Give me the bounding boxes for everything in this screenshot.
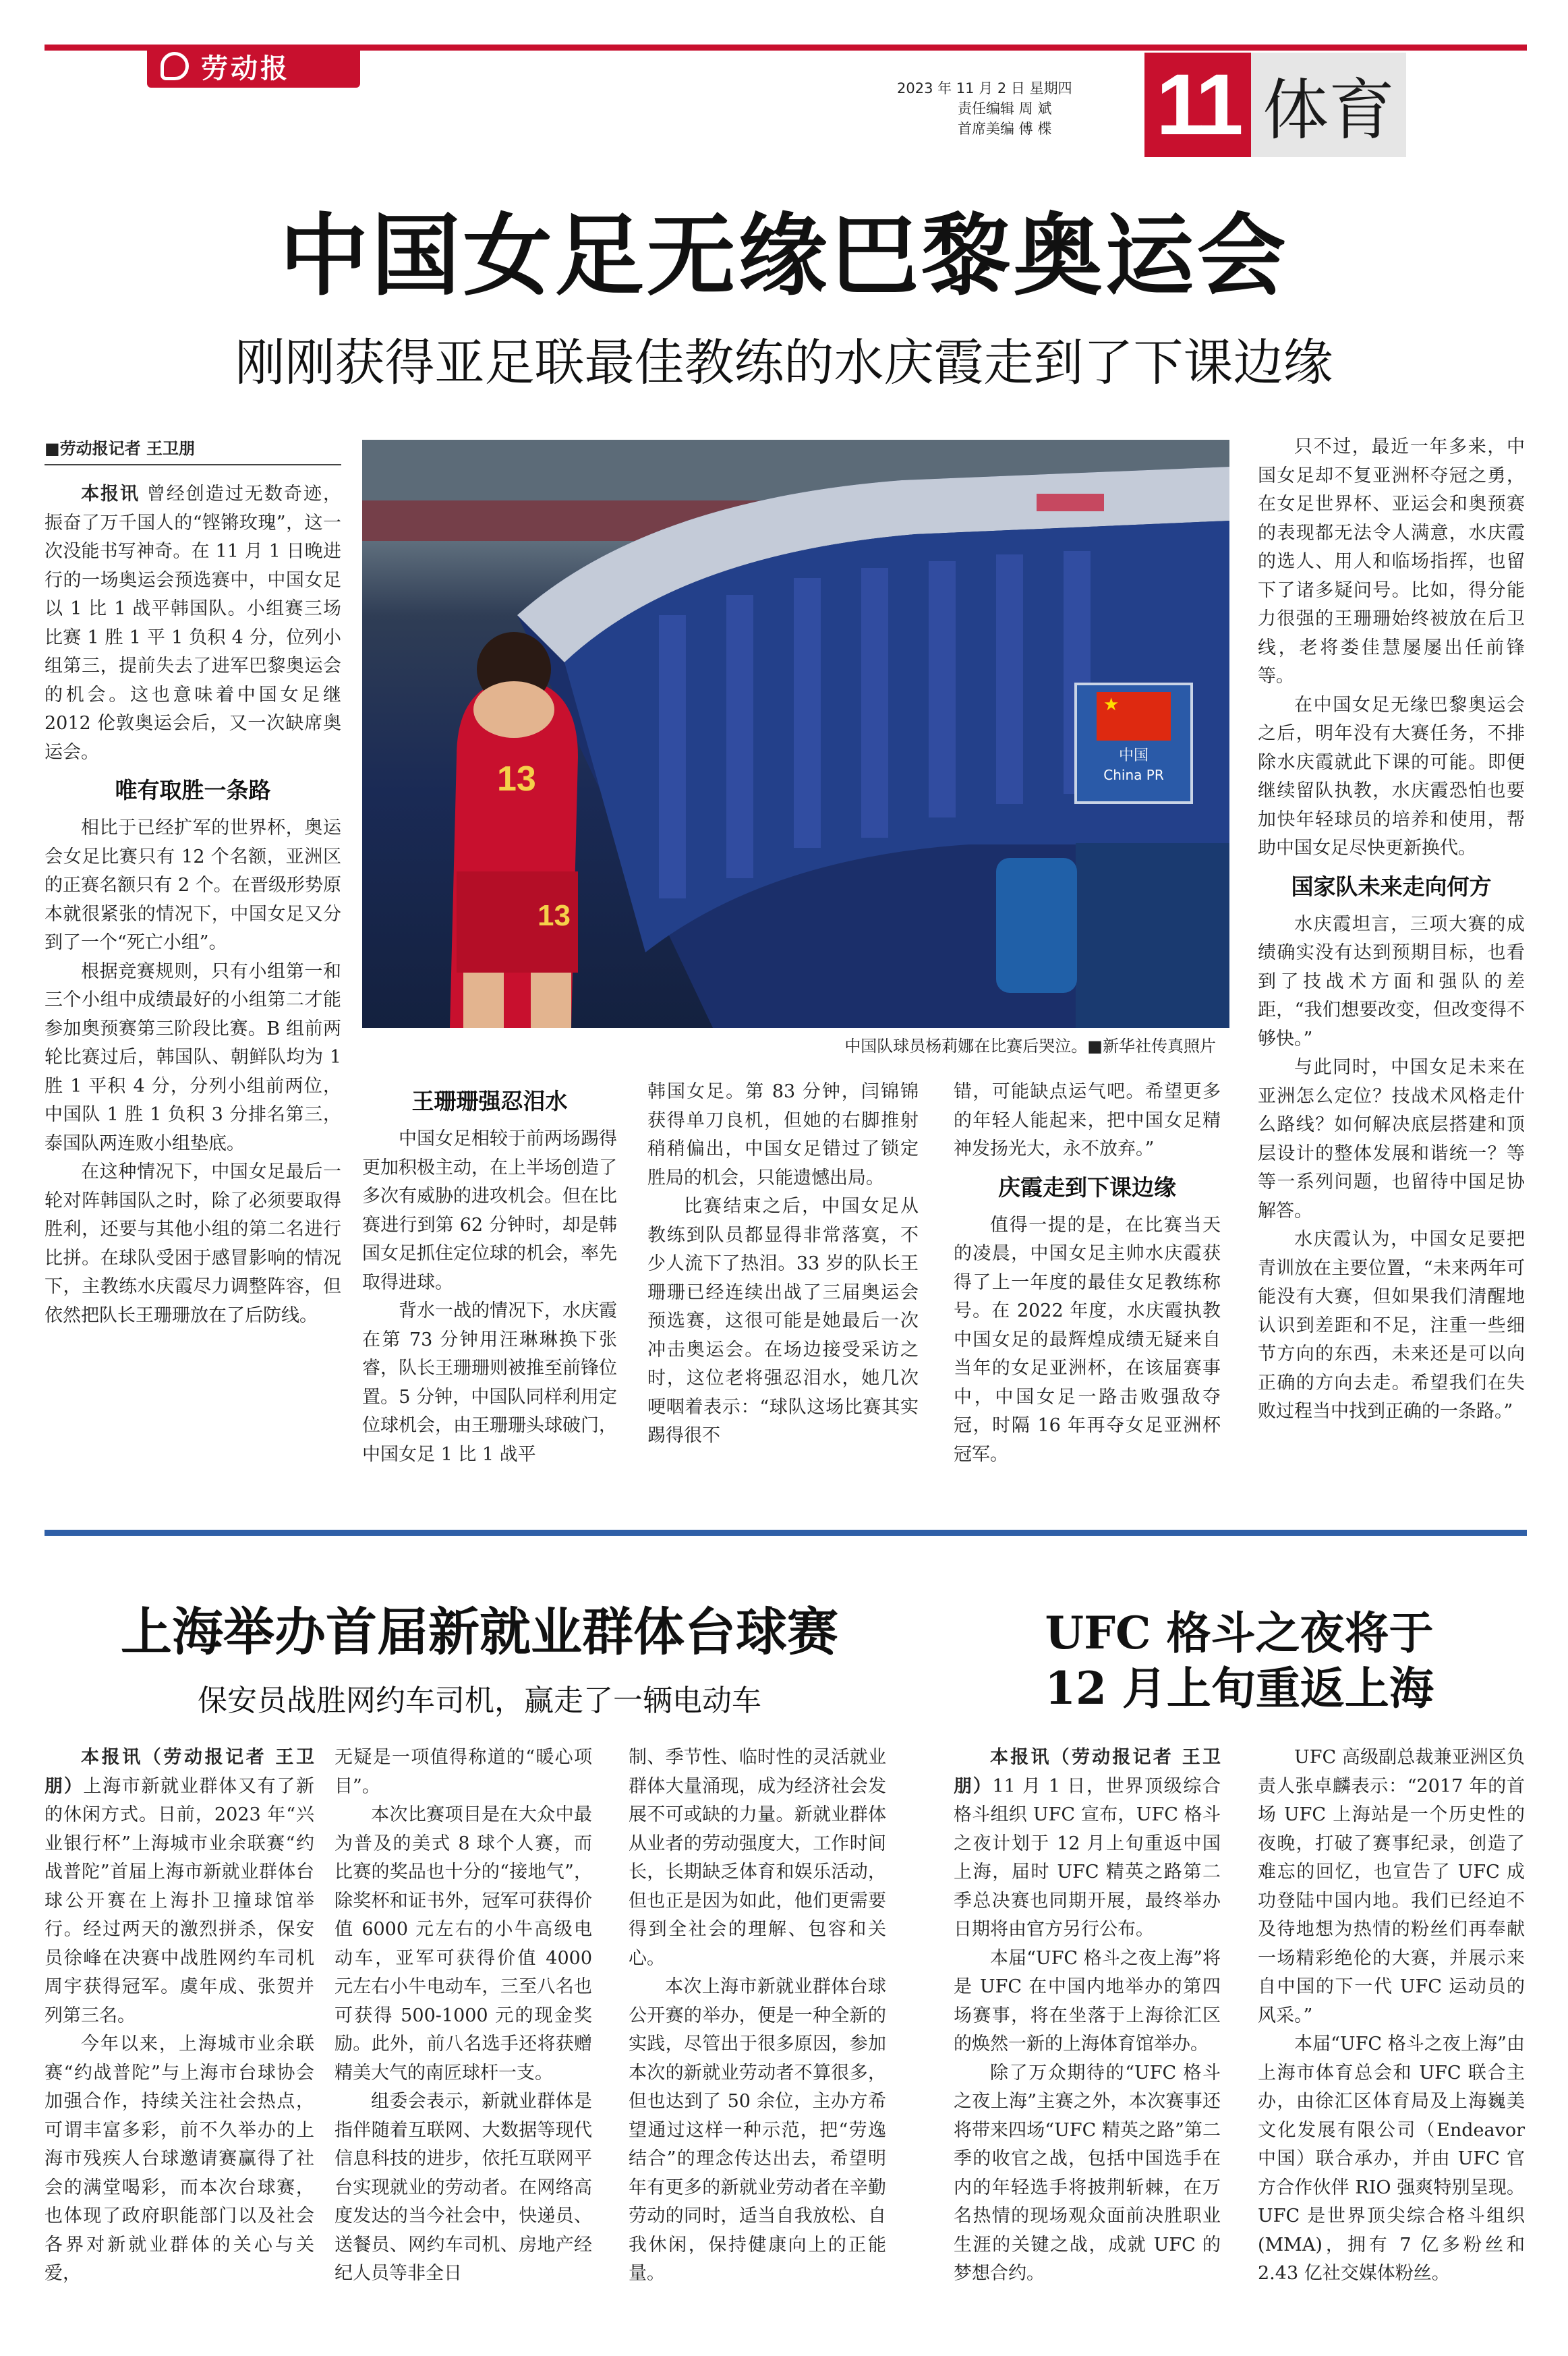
newspaper-logo-icon: [161, 52, 189, 80]
lead-subheadline: 刚刚获得亚足联最佳教练的水庆霞走到了下课边缘: [235, 334, 1333, 392]
billiards-paragraph: 上海市新就业群体又有了新的休闲方式。日前，2023 年“兴业银行杯”上海城市业余联赛“约战普陀”首届上海市新就业群体台球公开赛在上海扑卫撞球馆举行。经过两天的激烈拼杀，保安员徐峰在决赛中战胜网约车司机周宇获得冠军。虞年成、张贺并列第三名。: [45, 1775, 315, 2026]
photo-caption: 中国队球员杨莉娜在比赛后哭泣。■新华社传真照片: [844, 1037, 1216, 1056]
ufc-headline: [954, 1605, 1525, 1716]
ufc-paragraph: 11 月 1 日，世界顶级综合格斗组织 UFC 宣布，UFC 格斗之夜计划于 12 月上旬重返中国上海，届时 UFC 精英之路第二季总决赛也同期开展，最终举办日期将由官方另行公布。: [954, 1775, 1221, 1940]
ufc-headline-line-1: UFC 格斗之夜将于: [1045, 1607, 1434, 1659]
billiards-subheadline: 保安员战胜网约车司机，赢走了一辆电动车: [198, 1684, 761, 1718]
lead-paragraph: 背水一战的情况下，水庆霞在第 73 分钟用汪琳琳换下张睿，队长王珊珊则被推至前锋位置。5 分钟，中国队同样利用定位球机会，由王珊珊头球破门，中国女足 1 比 1 战平: [362, 1300, 617, 1465]
lead-byline: ■劳动报记者 王卫朋: [45, 439, 196, 458]
section-label-box: [1251, 53, 1406, 157]
lead-column-3: [647, 1078, 919, 1451]
lead-paragraph: 中国女足相较于前两场踢得更加积极主动，在上半场创造了多次有威胁的进攻机会。但在比赛进行到第 62 分钟时，却是韩国女足抓住定位球的机会，率先取得进球。: [362, 1128, 617, 1293]
ufc-headline-line-2: 12 月上旬重返上海: [1045, 1662, 1434, 1715]
team-sign-en: China PR: [1103, 767, 1164, 783]
lead-paragraph: 曾经创造过无数奇迹，振奋了万千国人的“铿锵玫瑰”，这一次没能书写神奇。在 11 月 1 日晚进行的一场奥运会预选赛中，中国女足以 1 比 1 战平韩国队。小组赛三场比赛 1 胜 1 平 1 负积 4 分，位列小组第三，提前失去了进军巴黎奥运会的机会。这也意味着中国女足继 2012 伦敦奥运会后，又一次缺席奥运会。: [45, 484, 341, 763]
masthead-logo: [147, 45, 360, 88]
lead-subhead: 王珊珊强忍泪水: [411, 1088, 568, 1114]
ufc-paragraph: 除了万众期待的“UFC 格斗之夜上海”主赛之外，本次赛事还将带来四场“UFC 精英之路”第二季的收官之战，包括中国选手在内的年轻选手将披荆斩棘，在万名热情的现场观众面前决胜职业生涯的关键之战，成就 UFC 的梦想合约。: [954, 2062, 1221, 2284]
lead-paragraph: 水庆霞认为，中国女足要把青训放在主要位置，“未来两年可能没有大赛，但如果我们清醒地认识到差距和不足，注重一些细节方向的东西，未来还是可以向正确的方向去走。希望我们在失败过程当中找到正确的一条路。”: [1258, 1229, 1525, 1422]
billiards-paragraph: 本次比赛项目是在大众中最为普及的美式 8 球个人赛，而比赛的奖品也十分的“接地气”，除奖杯和证书外，冠军可获得价值 6000 元左右的小牛高级电动车，亚军可获得价值 4000 元左右小牛电动车，三至八名也可获得 500-1000 元的现金奖励。此外，前八名选手还将获赠精美大气的南匠球杆一支。: [335, 1804, 592, 2084]
page-number-box: [1144, 53, 1251, 157]
lead-dateline: 本报讯: [81, 484, 140, 505]
ufc-column-2: [1258, 1744, 1525, 2289]
billiards-paragraph: 本次上海市新就业群体台球公开赛的举办，便是一种全新的实践，尽管出于很多原因，参加本次的新就业劳动者不算很多，但也达到了 50 余位，主办方希望通过这样一种示范，把“劳逸结合”的理念传达出去，希望明年有更多的新就业劳动者在辛勤劳动的同时，适当自我放松、自我休闲，保持健康向上的正能量。: [629, 1976, 886, 2284]
lead-paragraph: 错，可能缺点运气吧。希望更多的年轻人能起来，把中国女足精神发扬光大，永不放弃。”: [954, 1081, 1221, 1159]
lead-column-4: [954, 1078, 1221, 1469]
billiards-headline: 上海举办首届新就业群体台球赛: [121, 1602, 838, 1662]
lead-headline: 中国女足无缘巴黎奥运会: [279, 204, 1289, 308]
issue-info: [897, 78, 1153, 139]
china-flag-icon: ★: [1097, 692, 1171, 741]
billiards-column-3: [629, 1744, 886, 2289]
billiards-column-2: [335, 1744, 592, 2289]
lead-paragraph: 在这种情况下，中国女足最后一轮对阵韩国队之时，除了必须要取得胜利，还要与其他小组的第二名进行比拼。在球队受困于感冒影响的情况下，主教练水庆霞尽力调整阵容，但依然把队长王珊珊放在了后防线。: [45, 1161, 341, 1326]
lead-paragraph: 根据竞赛规则，只有小组第一和三个小组中成绩最好的小组第二才能参加奥预赛第三阶段比赛。B 组前两轮比赛过后，韩国队、朝鲜队均为 1 胜 1 平积 4 分，分列小组前两位，中国队 1 胜 1 负积 3 分排名第三，泰国队两连败小组垫底。: [45, 960, 341, 1154]
billiards-paragraph: 组委会表示，新就业群体是指伴随着互联网、大数据等现代信息科技的进步，依托互联网平台实现就业的劳动者。在网络高度发达的当今社会中，快递员、送餐员、网约车司机、房地产经纪人员等非全日: [335, 2091, 592, 2284]
lead-paragraph: 比赛结束之后，中国女足从教练到队员都显得非常落寞，不少人流下了热泪。33 岁的队长王珊珊已经连续出战了三届奥运会预选赛，这很可能是她最后一次冲击奥运会。在场边接受采访之时，这位老将强忍泪水，她几次哽咽着表示：“球队这场比赛其实踢得很不: [647, 1196, 919, 1446]
lead-column-2: [362, 1078, 617, 1469]
lead-column-5: [1258, 433, 1525, 1427]
team-sign: [1074, 683, 1193, 804]
lead-paragraph: 值得一提的是，在比赛当天的凌晨，中国女足主帅水庆霞获得了上一年度的最佳女足教练称号。在 2022 年度，水庆霞执教中国女足的最辉煌成绩无疑来自当年的女足亚洲杯，在该届赛事中，中国女足一路击败强敌夺冠，时隔 16 年再夺女足亚洲杯冠军。: [954, 1214, 1221, 1465]
lead-paragraph: 相比于已经扩军的世界杯，奥运会女足比赛只有 12 个名额，亚洲区的正赛名额只有 2 个。在晋级形势原本就很紧张的情况下，中国女足又分到了一个“死亡小组”。: [45, 817, 341, 953]
lead-subhead: 庆霞走到下课边缘: [998, 1174, 1176, 1201]
section-label: 体育: [1262, 72, 1395, 149]
section-divider: [45, 1530, 1527, 1536]
ufc-paragraph: UFC 高级副总裁兼亚洲区负责人张卓麟表示：“2017 年的首场 UFC 上海站是一个历史性的夜晚，打破了赛事纪录，创造了难忘的回忆，也宣告了 UFC 成功登陆中国内地。我们已经迫不及待地想为热情的粉丝们再奉献一场精彩绝伦的大赛，并展示来自中国的下一代 UFC 运动员的风采。”: [1258, 1747, 1525, 2026]
lead-subhead: 唯有取胜一条路: [115, 777, 271, 803]
issue-date: 2023 年 11 月 2 日 星期四: [897, 80, 1072, 96]
lead-paragraph: 与此同时，中国女足未来在亚洲怎么定位？技战术风格走什么路线？如何解决底层搭建和顶层设计的整体发展和谐统一？等等一系列问题，也留待中国足协解答。: [1258, 1057, 1525, 1222]
shorts-number: 13: [538, 899, 571, 932]
lead-paragraph: 韩国女足。第 83 分钟，闫锦锦获得单刀良机，但她的右脚推射稍稍偏出，中国女足错过了锁定胜局的机会，只能遗憾出局。: [647, 1081, 919, 1188]
team-sign-cn: 中国: [1118, 747, 1149, 764]
billiards-paragraph: 无疑是一项值得称道的“暖心项目”。: [335, 1747, 592, 1797]
billiards-column-1: [45, 1744, 314, 2289]
issue-editor: 责任编辑 周 斌: [958, 100, 1052, 117]
ufc-paragraph: 本届“UFC 格斗之夜上海”将是 UFC 在中国内地举办的第四场赛事，将在坐落于上海徐汇区的焕然一新的上海体育馆举办。: [954, 1947, 1221, 2055]
billiards-paragraph: 制、季节性、临时性的灵活就业群体大量涌现，成为经济社会发展不可或缺的力量。新就业群体从业者的劳动强度大，工作时间长，长期缺乏体育和娱乐活动，但也正是因为如此，他们更需要得到全社会的理解、包容和关心。: [629, 1747, 886, 1969]
lead-paragraph: 水庆霞坦言，三项大赛的成绩确实没有达到预期目标，也看到了技战术方面和强队的差距，“我们想要改变，但改变得不够快。”: [1258, 913, 1525, 1050]
page-number: 11: [1156, 57, 1240, 153]
lead-paragraph: 只不过，最近一年多来，中国女足却不复亚洲杯夺冠之勇，在女足世界杯、亚运会和奥预赛的表现都无法令人满意，水庆霞的选人、用人和临场指挥，也留下了诸多疑问号。比如，得分能力很强的王珊珊始终被放在后卫线，老将娄佳慧屡屡出任前锋等。: [1258, 436, 1525, 687]
ufc-dateline: 本报讯（劳动报记者 王卫朋）: [954, 1747, 1221, 1797]
lead-subhead: 国家队未来走向何方: [1291, 873, 1492, 900]
issue-designer: 首席美编 傅 楪: [958, 121, 1052, 137]
newspaper-name: 劳动报: [201, 52, 290, 84]
billiards-dateline: 本报讯（劳动报记者 王卫朋）: [45, 1747, 314, 1797]
byline-rule: [45, 464, 341, 465]
billiards-paragraph: 今年以来，上海城市业余联赛“约战普陀”与上海市台球协会加强合作，持续关注社会热点，可谓丰富多彩，前不久举办的上海市残疾人台球邀请赛赢得了社会的满堂喝彩，而本次台球赛，也体现了政府职能部门以及社会各界对新就业群体的关心与关爱，: [45, 2034, 314, 2284]
lead-paragraph: 在中国女足无缘巴黎奥运会之后，明年没有大赛任务，不排除水庆霞就此下课的可能。即便继续留队执教，水庆霞恐怕也要加快年轻球员的培养和使用，帮助中国女足尽快更新换代。: [1258, 694, 1525, 859]
lead-photo: [362, 440, 1229, 1028]
jersey-number: 13: [497, 759, 536, 799]
ufc-column-1: [954, 1744, 1221, 2289]
ufc-paragraph: 本届“UFC 格斗之夜上海”由上海市体育总会和 UFC 联合主办，由徐汇区体育局及上海巍美文化发展有限公司（Endeavor 中国）联合承办，并由 UFC 官方合作伙伴 RIO 强爽特别呈现。UFC 是世界顶尖综合格斗组织(MMA)，拥有 7 亿多粉丝和 2.43 亿社交媒体粉丝。: [1258, 2034, 1525, 2284]
lead-column-1: [45, 480, 341, 1330]
